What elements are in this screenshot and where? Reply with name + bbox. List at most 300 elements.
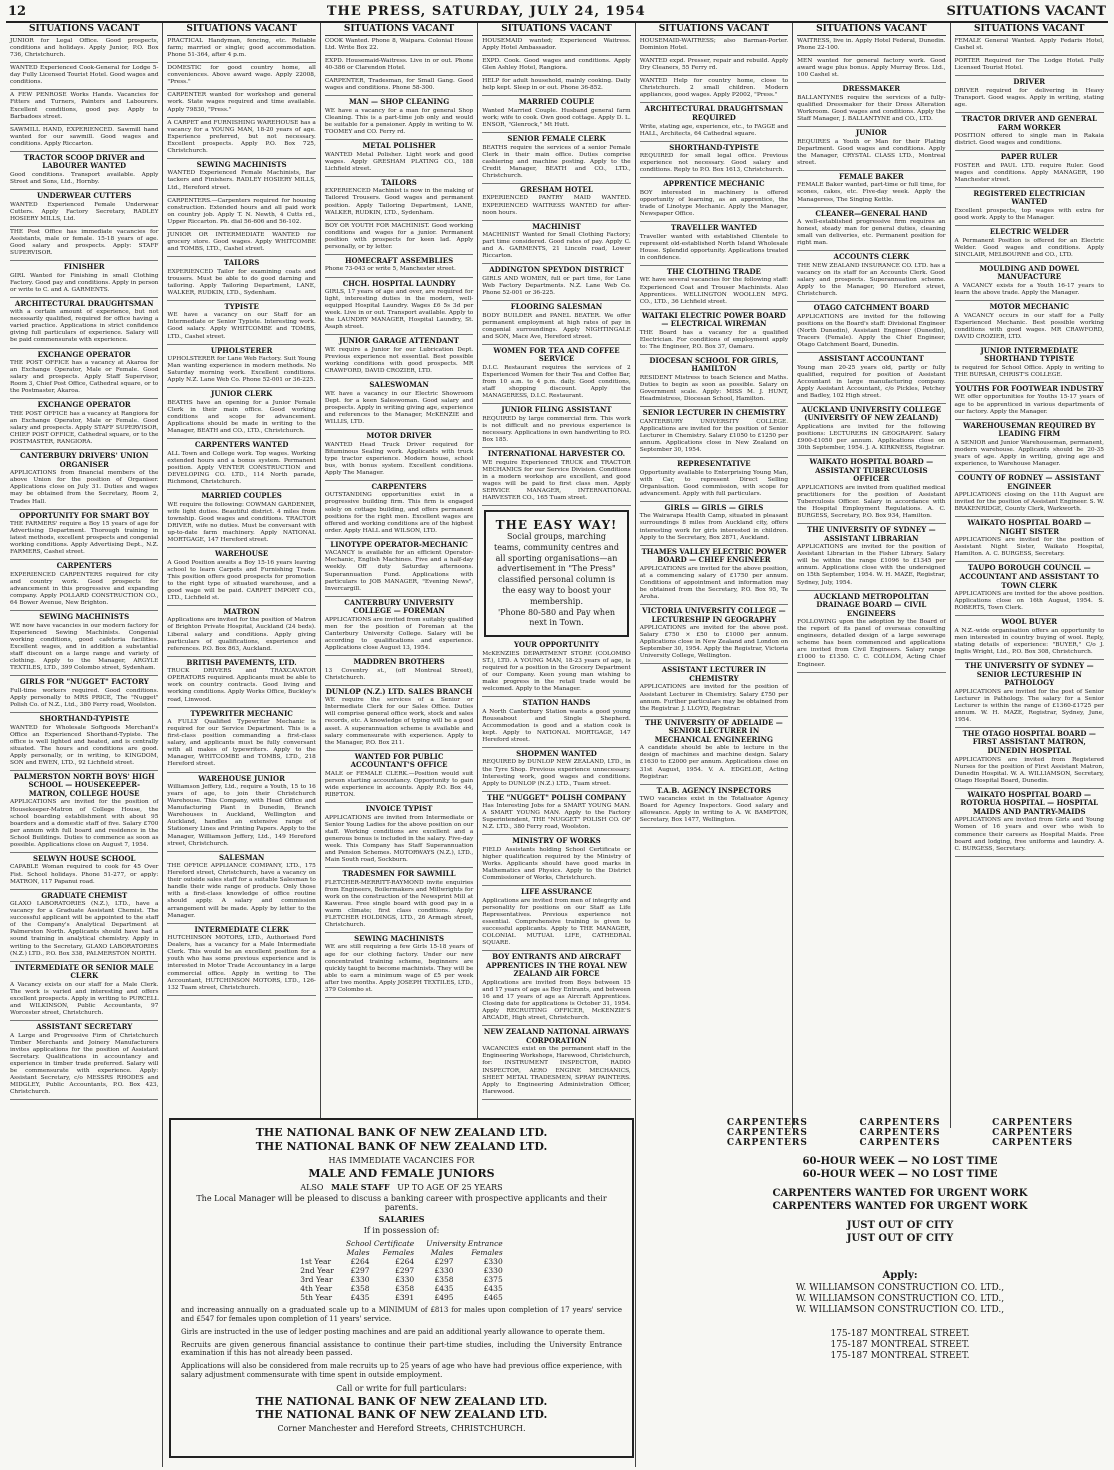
classified-ad bbox=[955, 38, 1104, 52]
ad-text: FIELD Assistants holding School Certificate or higher qualification required by the Ministry of Works. Applicants should have good marks in Mathematics and Physics. Apply to the District Commissioner of Works, Christchurch. bbox=[482, 847, 631, 882]
ad-title: SALESMAN bbox=[218, 852, 265, 862]
classified-ad bbox=[325, 483, 473, 535]
ad-text: WANTED Experienced Cook-General for Lodge 5-day Fully Licensed Tourist Hotel. Good wages and conditions. bbox=[10, 65, 159, 86]
ad-divider bbox=[325, 538, 473, 539]
classified-ad bbox=[10, 562, 158, 607]
ad-divider bbox=[797, 590, 945, 591]
salary-cell: £358 bbox=[434, 1275, 454, 1285]
ad-divider bbox=[955, 344, 1104, 345]
ad-title: MOTOR DRIVER bbox=[366, 431, 432, 441]
ad-title: INTERMEDIATE CLERK bbox=[194, 924, 289, 934]
salary-table bbox=[294, 1239, 508, 1302]
classified-ad bbox=[482, 1028, 630, 1096]
carp-word: CARPENTERS bbox=[859, 1138, 941, 1148]
ad-divider bbox=[482, 403, 630, 404]
ad-title: CANTERBURY UNIVERSITY COLLEGE — FOREMAN bbox=[344, 597, 454, 616]
ad-divider bbox=[955, 55, 1104, 56]
ad-divider bbox=[482, 183, 630, 184]
ad-divider bbox=[640, 604, 788, 605]
ad-text: GIRLS, 17 years of age and over, are required for light, interesting duties in the modern, well-equipped Hospital Laundry. Wages £6 5s 3d per week. Live in or out. Transport available. Apply to the LAUNDRY MANAGER, Hospital Laundry, St. Asaph street. bbox=[324, 289, 474, 331]
ad-title: TAILORS bbox=[223, 258, 260, 268]
ad-text: WE require a Junior for our Lubrication Dept. Previous experience not essential. Best possible working conditions with good prospects. MR CRAWFORD, DAVID CROZIER, LTD. bbox=[324, 346, 474, 375]
ad-text: WE are still requiring a few Girls 15-18 years of age for our clothing factory. Under our new concentrated training scheme, beginners are quickly taught to become machinists. They will be able to earn a minimum wage of £5 per week after two months. Apply JOSEPH TEXTILES, LTD., 379 Colombo st. bbox=[324, 944, 474, 993]
classified-ad bbox=[10, 65, 158, 86]
carp-word: CARPENTERS bbox=[726, 1138, 808, 1148]
ad-title: JUNIOR GARAGE ATTENDANT bbox=[339, 336, 460, 346]
ad-title: HOMECRAFT ASSEMBLIES bbox=[344, 255, 454, 265]
classified-ad bbox=[640, 607, 788, 660]
ad-text: APPLICATIONS are invited for the post of Senior Lecturer in Pathology. The salary for a Senior Lecturer is within the range of £1360-£1725 per annum. W. H. MAZE, Registrar, Sydney, June, 1954. bbox=[954, 688, 1104, 723]
salary-cell: 5th Year bbox=[300, 1293, 333, 1303]
salary-sub-females: Females bbox=[471, 1248, 503, 1258]
salary-cell: £330 bbox=[395, 1275, 415, 1285]
column-heading: SITUATIONS VACANT bbox=[482, 23, 630, 36]
ad-divider bbox=[167, 923, 315, 924]
ad-divider bbox=[325, 655, 473, 656]
ad-title: BOY ENTRANTS AND AIRCRAFT APPRENTICES IN THE ROYAL NEW ZEALAND AIR FORCE bbox=[486, 952, 627, 979]
ad-text: DRIVER required for delivering in Heavy Transport. Good wages. Apply in writing, stating age. bbox=[954, 87, 1104, 108]
ad-divider bbox=[482, 1025, 630, 1026]
classified-ad bbox=[955, 564, 1104, 612]
ad-title: EXCHANGE OPERATOR bbox=[37, 400, 131, 410]
ad-divider bbox=[10, 1099, 158, 1100]
carp-st-2: 175-187 MONTREAL STREET. bbox=[830, 1340, 970, 1350]
classified-ad bbox=[10, 401, 158, 446]
ad-divider bbox=[482, 55, 630, 56]
salary-cell: £297 bbox=[395, 1266, 415, 1276]
classified-ad bbox=[797, 173, 945, 204]
ad-divider bbox=[325, 75, 473, 76]
ad-title: INVOICE TYPIST bbox=[365, 804, 433, 813]
classified-ad bbox=[325, 280, 473, 332]
classified-ad bbox=[482, 223, 630, 261]
ad-title: CARPENTERS WANTED bbox=[194, 440, 289, 450]
ad-text: A FULLY Qualified Typewriter Mechanic is required for our Service Department. This is a first-class position commanding a first-class salary, and applicants must be fully conversant with all makes of typewriters. Apply to the Manager, WHITCOMBE and TOMBS, LTD., 218 Hereford street. bbox=[167, 719, 316, 768]
ad-text: HOUSEMAID-WAITRESS; also Barman-Porter. Dominion Hotel. bbox=[639, 38, 789, 52]
ad-text: THE FARMERS' require a Boy 15 years of age for Advertising Department. Thorough training in latest methods, excellent prospects and congenial working conditions. Apply Advertising Dept., N.Z. FARMERS, Cashel street. bbox=[10, 521, 159, 556]
ad-text: MEN wanted for general factory work. Good award wage plus bonus. Apply Murray Bros. Ltd., 100 Cashel st. bbox=[797, 58, 946, 79]
ad-title: UPHOLSTERER bbox=[210, 345, 273, 355]
classified-ad bbox=[167, 303, 315, 341]
classified-ad bbox=[10, 613, 158, 672]
carp-apply: Apply: bbox=[882, 1270, 918, 1281]
classified-ad bbox=[325, 38, 473, 52]
classified-ad bbox=[482, 450, 630, 502]
ad-divider bbox=[325, 932, 473, 933]
ad-divider bbox=[640, 784, 788, 785]
classified-ad bbox=[955, 115, 1104, 147]
ad-divider bbox=[10, 260, 158, 261]
salary-cell: 1st Year bbox=[300, 1257, 332, 1267]
ad-divider bbox=[325, 429, 473, 430]
classified-ad bbox=[955, 474, 1104, 513]
classified-ad bbox=[482, 953, 630, 1022]
classified-ad bbox=[640, 548, 788, 601]
ad-text: CARPENTERS.—Carpenters required for housing construction. Extended hours and all paid work on country job. Apply T. N. Newth, 4 Cutts rd., Upper Riccarton. Ph. dial 56-606 and 56-102. bbox=[167, 197, 316, 225]
ad-divider bbox=[325, 867, 473, 868]
ad-title: YOUTHS FOR FOOTWEAR INDUSTRY bbox=[955, 383, 1104, 393]
classified-ad bbox=[640, 504, 788, 542]
ad-title: TRACTOR SCOOP DRIVER and LABOURER WANTED bbox=[23, 152, 145, 171]
classified-ad bbox=[167, 775, 315, 848]
ad-text: A Vacancy exists on our staff for a Male Clerk. The work is varied and interesting and offers excellent prospects. Apply in writing to PURCELL and WILKINSON, Public Accountants, 97 Worcester street, Christchurch. bbox=[10, 981, 159, 1016]
classified-ad bbox=[10, 715, 158, 767]
ad-divider bbox=[325, 596, 473, 597]
classified-ad bbox=[167, 492, 315, 544]
column-1 bbox=[6, 23, 163, 1467]
ad-divider bbox=[167, 995, 315, 996]
ad-text: A SENIOR and Junior Warehouseman, permanent, modern warehouse. Applicants should be 20-35 years of age. Apply in writing, giving age and experience, to Warehouse Manager. bbox=[954, 439, 1104, 467]
carp-hours-1: 60-HOUR WEEK — NO LOST TIME bbox=[802, 1156, 998, 1167]
ad-divider bbox=[167, 344, 315, 345]
ad-title: AUCKLAND METROPOLITAN DRAINAGE BOARD — CIVIL ENGINEERS bbox=[813, 591, 929, 618]
ad-title: FLOORING SALESMAN bbox=[510, 302, 603, 312]
column-heading: SITUATIONS VACANT bbox=[955, 23, 1104, 36]
ad-title: FINISHER bbox=[63, 261, 105, 271]
ad-divider bbox=[482, 696, 630, 697]
ad-text: BEATHS have an opening for a Junior Female Clerk in their main office. Good working conditions and scope for advancement. Applications should be made in writing to the Manager, BEATH and CO., LTD., Christchurch. bbox=[167, 399, 316, 435]
ad-divider bbox=[482, 95, 630, 96]
column-heading: SITUATIONS VACANT bbox=[10, 23, 158, 36]
ad-divider bbox=[167, 438, 315, 439]
ad-title: TAILORS bbox=[381, 177, 417, 187]
ad-divider bbox=[640, 406, 788, 407]
classified-ad bbox=[10, 351, 158, 396]
ad-title: VICTORIA UNIVERSITY COLLEGE — LECTURESHIP IN GEOGRAPHY bbox=[642, 606, 786, 624]
ad-title: SENIOR LECTURER IN CHEMISTRY bbox=[642, 408, 786, 418]
page-number: 12 bbox=[8, 4, 27, 19]
ad-text: ALL Town and College work. Top wages. Working extended hours and a bonus system. Permanent position. Apply VENTER CONSTRUCTION and DEVELOPING CO. LTD., 114 North parade, Richmond, Christchurch. bbox=[167, 450, 316, 485]
ad-text: EXPD. Cook. Good wages and conditions. Apply Glen Ashley Hotel, Rangiora. bbox=[482, 58, 631, 72]
ad-title: GIRLS — GIRLS — GIRLS bbox=[664, 502, 764, 512]
ad-divider bbox=[10, 509, 158, 510]
ad-title: NEW ZEALAND NATIONAL AIRWAYS CORPORATION bbox=[483, 1027, 630, 1045]
ad-divider bbox=[955, 471, 1104, 472]
ad-divider bbox=[797, 352, 945, 353]
ad-text: BODY BUILDER and PANEL BEATER. We offer permanent employment at high rates of pay in congenial surroundings. Apply NIGHTINGALE and SON, Mace Ave, Hereford street. bbox=[482, 312, 631, 340]
bank-salaries-label: SALARIES bbox=[378, 1214, 425, 1225]
classified-ad bbox=[482, 78, 630, 92]
ad-divider bbox=[325, 480, 473, 481]
ad-text: McKENZIES DEPARTMENT STORE (COLOMBO ST.), LTD. A YOUNG MAN, 18-23 years of age, is required for a position in the Grocery Department of our Company. Keen young man wishing to make progress in the retail trade would be welcomed. Apply to the Manager. bbox=[482, 650, 631, 693]
ad-text: APPLICATIONS are invited for the above position, at a commencing salary of £1750 per annum. Conditions of appointment and information may be obtained from the Secretary, P.O. Box 95, Te Aroha. bbox=[639, 565, 789, 600]
classified-ad bbox=[482, 38, 630, 52]
classified-ad bbox=[640, 460, 788, 498]
ad-divider bbox=[640, 177, 788, 178]
ad-divider bbox=[10, 1020, 158, 1021]
ad-title: INTERNATIONAL HARVESTER CO. bbox=[487, 449, 626, 459]
carpenters-advert bbox=[701, 1112, 1099, 1452]
ad-title: METAL POLISHER bbox=[362, 141, 436, 151]
ad-text: A Large and Progressive Firm of Christchurch Timber Merchants and Joinery Manufacturers invites applications for the position of Assistant Secretary. Qualifications in accountancy and experience in timber trade preferred. Salary will be commensurate with experience. Apply: Assistant Secretary, c/o MESSRS RHODES and MIDGLEY, Public Accountants, P.O. Box 423, Christchurch. bbox=[10, 1032, 159, 1096]
classified-ad bbox=[10, 1023, 158, 1096]
carp-word: CARPENTERS bbox=[726, 1118, 808, 1128]
ad-title: TYPISTE bbox=[224, 301, 259, 311]
ad-divider bbox=[482, 834, 630, 835]
ad-title: FEMALE BAKER bbox=[838, 171, 904, 181]
ad-text: REQUIRED by DUNLOP NEW ZEALAND, LTD., in the Tyre Shop. Previous experience unnecessary. Interesting work, good wages and conditions. Apply to DUNLOP (N.Z.) LTD., Tuam street. bbox=[482, 759, 631, 787]
classified-ad bbox=[325, 870, 473, 929]
ad-divider bbox=[482, 75, 630, 76]
column-heading: SITUATIONS VACANT bbox=[167, 23, 315, 36]
ad-divider bbox=[482, 447, 630, 448]
salary-cell: 2nd Year bbox=[300, 1266, 334, 1276]
carp-word: CARPENTERS bbox=[992, 1118, 1074, 1128]
ad-divider bbox=[10, 610, 158, 611]
classified-ad bbox=[955, 662, 1104, 724]
ad-title: TYPEWRITER MECHANIC bbox=[190, 708, 293, 718]
salary-cell: £297 bbox=[434, 1257, 454, 1267]
ad-title: CARPENTERS bbox=[371, 481, 427, 491]
ad-divider bbox=[955, 382, 1104, 383]
ad-divider bbox=[167, 387, 315, 388]
bank-title-2: THE NATIONAL BANK OF NEW ZEALAND LTD. bbox=[255, 1139, 548, 1153]
ad-title: STATION HANDS bbox=[522, 698, 591, 708]
ad-text: FEMALE General Wanted. Apply Fedaris Hotel, Cashel st. bbox=[954, 38, 1104, 52]
classified-ad bbox=[640, 58, 788, 72]
ad-text: WE require the services of a Senior or Intermediate Clerk for our Sales Office. Duties will comprise general office work, stock and sales records, etc. A knowledge of typing will be a good asset. A superannuation scheme is available and salary commensurate with experience. Apply to the Manager, P.O. Box 211. bbox=[324, 697, 474, 746]
ad-text: Write, stating age, experience, etc., to FAGGE and HALL, Architects, 64 Cathedral square. bbox=[639, 123, 789, 137]
ad-title: REGISTERED ELECTRICIAN WANTED bbox=[973, 188, 1086, 207]
ad-title: CLEANER—GENERAL HAND bbox=[815, 208, 928, 218]
ad-divider bbox=[167, 195, 315, 196]
bank-foot-2: THE NATIONAL BANK OF NEW ZEALAND LTD. bbox=[255, 1408, 548, 1422]
ad-text: APPLICATIONS are invited for the position of Assistant Lecturer in Chemistry. Salary £750 per annum. Further particulars may be obtained from the Registrar. J. LLOYD, Registrar. bbox=[639, 684, 789, 712]
paper-title: THE PRESS, SATURDAY, JULY 24, 1954 bbox=[326, 4, 646, 19]
ad-divider bbox=[955, 788, 1104, 789]
bank-call: Call or write for full particulars: bbox=[336, 1383, 467, 1393]
ad-divider bbox=[640, 827, 788, 828]
ad-title: LIFE ASSURANCE bbox=[520, 887, 592, 897]
ad-divider bbox=[797, 301, 945, 302]
ad-text: EXPERIENCED CARPENTERS required for city and country work. Good prospects for advancement in this progressive and expanding company. Apply POLLARD CONSTRUCTION CO., 64 Bower Avenue, New Brighton. bbox=[10, 571, 159, 607]
ad-text: Opportunity available to Enterprising Young Man, with Car, to represent Direct Selling Organisation. Good commission, with scope for advancement. Apply with full particulars. bbox=[639, 469, 789, 497]
ad-divider bbox=[797, 403, 945, 404]
salary-sub-males: Males bbox=[430, 1248, 454, 1258]
ad-text: CANTERBURY UNIVERSITY COLLEGE. Applications are invited for the position of Senior Lecturer in Chemistry. Salary £1050 to £1250 per annum. Applications close in New Zealand on September 30, 1954. bbox=[639, 418, 789, 454]
classified-ad bbox=[325, 658, 473, 682]
ad-title: INTERMEDIATE OR SENIOR MALE CLERK bbox=[14, 962, 154, 981]
salary-row bbox=[294, 1275, 508, 1284]
ad-title: CANTERBURY DRIVERS' UNION ORGANISER bbox=[19, 451, 149, 469]
ad-title: JUNIOR INTERMEDIATE SHORTHAND TYPISTE bbox=[980, 345, 1078, 364]
ad-divider bbox=[640, 663, 788, 664]
ad-divider bbox=[955, 727, 1104, 728]
ad-divider bbox=[640, 501, 788, 502]
ad-divider bbox=[10, 62, 158, 63]
salary-cell: 4th Year bbox=[300, 1284, 333, 1294]
ad-divider bbox=[482, 791, 630, 792]
classified-ad bbox=[482, 699, 630, 744]
classified-ad bbox=[325, 142, 473, 173]
ad-text: A FEW PENROSE Works Hands. Vacancies for Fitters and Turners, Painters and Labourers. Excellent conditions, good pay. Apply to Barbadoes street. bbox=[10, 92, 159, 120]
ad-title: WOMEN FOR TEA AND COFFEE SERVICE bbox=[493, 345, 620, 364]
classified-ad bbox=[797, 129, 945, 167]
classified-ad bbox=[10, 192, 158, 223]
ad-text: A well-established progressive firm requires an honest, steady man for general duties, cleaning small van deliveries, etc. Permanent position for right man. bbox=[797, 219, 946, 247]
ad-title: AUCKLAND UNIVERSITY COLLEGE (UNIVERSITY OF NEW ZEALAND) bbox=[801, 404, 942, 423]
ad-text: COOK Wanted. Phone 8, Waipara. Colonial House Ltd. Write Box 22. bbox=[324, 38, 474, 52]
ad-divider bbox=[10, 889, 158, 890]
classified-ad bbox=[10, 300, 158, 345]
classified-ad bbox=[167, 198, 315, 226]
ad-text: Traveller wanted with established Clientele to represent old-established North Island Wholesale House. Splendid opportunity. Applications treated in confidence. bbox=[639, 233, 789, 261]
ad-divider bbox=[640, 221, 788, 222]
ad-text: POSITION offered to single man in Rakaia district. Good wages and conditions. bbox=[954, 133, 1104, 147]
ad-text: APPLICATIONS are invited for the position of Assistant Librarian in the Fisher Library. Salary will be within the range £1096 to £1345 per annum. Applications close with the undersigned on 15th September, 1954. W. H. MAZE, Registrar, Sydney, July, 1954. bbox=[797, 544, 946, 586]
classified-ad bbox=[167, 259, 315, 297]
bank-address: Corner Manchester and Hereford Streets, CHRISTCHURCH. bbox=[277, 1424, 526, 1433]
salary-cell: £264 bbox=[395, 1257, 415, 1267]
ad-text: Young man 20-25 years old, partly or fully qualified, required for position of Assistant Accountant in large manufacturing company. Apply Assistant Accountant, c/o Pickles, Petchey and Badley, 102 High street. bbox=[797, 364, 946, 399]
ad-title: TAUPO BOROUGH COUNCIL — ACCOUNTANT AND ASSISTANT TO TOWN CLERK bbox=[959, 563, 1099, 590]
ad-text: FOLLOWING upon the adoption by the Board of the report of its panel of overseas consulting engineers, detailed design of a large sewerage scheme has been commenced and applications are invited from Civil Engineers. Salary range £1000 to £1350. C. C. COLLOM, Acting Chief Engineer. bbox=[797, 619, 946, 668]
ad-title: ARCHITECTURAL DRAUGHTSMAN REQUIRED bbox=[644, 104, 784, 122]
salary-cell: £330 bbox=[483, 1257, 503, 1267]
classified-ad bbox=[482, 186, 630, 217]
classified-ad bbox=[10, 263, 158, 294]
ad-title: ARCHITECTURAL DRAUGHTSMAN bbox=[14, 298, 154, 308]
ad-text: WANTED Help for country home, close to Christchurch. 2 small children. Modern appliances, good wages. Apply P2002, "Press." bbox=[639, 78, 789, 99]
ad-divider bbox=[167, 158, 315, 159]
salary-row bbox=[294, 1266, 508, 1275]
ad-title: ASSISTANT LECTURER IN CHEMISTRY bbox=[661, 665, 767, 683]
ad-text: APPLICATIONS are invited for the above post. Salary £750 × £50 to £1000 per annum. Applications close in New Zealand and London on September 30, 1954. Apply the Registrar, Victoria University College, Wellington. bbox=[639, 625, 789, 660]
classified-ad bbox=[325, 337, 473, 375]
ad-divider bbox=[640, 354, 788, 355]
classified-ad bbox=[325, 753, 473, 799]
ad-title: UNDERWEAR CUTTERS bbox=[36, 191, 132, 200]
carp-word: CARPENTERS bbox=[992, 1138, 1074, 1148]
ad-title: MACHINIST bbox=[532, 221, 581, 231]
classified-ad bbox=[167, 390, 315, 435]
ad-text: JUNIOR for Legal Office. Good prospects, conditions and holidays. Apply Junior, P.O. Box 736, Christchurch. bbox=[10, 38, 159, 59]
ad-text: APPLICATIONS are invited from Girls and Young Women of 16 years and over who wish to commence their careers as Hospital Maids. Free board and lodging, free uniforms and laundry. A. C. BURGESS, Secretary. bbox=[954, 817, 1104, 852]
classified-ad bbox=[955, 78, 1104, 109]
salary-cell: £330 bbox=[483, 1266, 503, 1276]
ad-text: APPLICATIONS are invited for the position of Housekeeper-Matron of College House, the school boarding establishment with about 95 boarders and a domestic staff of five. Salary £700 per annum with full board and residence in the School Buildings. Duties to commence as soon as possible. Applications close on August 7, 1954. bbox=[10, 799, 159, 848]
classified-ad bbox=[640, 409, 788, 454]
ad-title: OPPORTUNITY FOR SMART BOY bbox=[19, 510, 150, 520]
ad-text: Applications are invited for the following positions: LECTURERS IN GEOGRAPHY. Salary £900-£1050 per annum. Applications close on 30th September, 1954. J. A. KIRKNESS, Registrar. bbox=[797, 423, 946, 452]
classified-ad bbox=[640, 357, 788, 403]
ad-divider bbox=[640, 75, 788, 76]
ad-divider bbox=[955, 150, 1104, 151]
ad-divider bbox=[797, 126, 945, 127]
ad-text: Good conditions. Transport available. Apply Street and Sons, Ltd., Hornby. bbox=[10, 171, 159, 185]
classified-ad bbox=[167, 854, 315, 920]
classified-ad bbox=[167, 710, 315, 769]
classified-ad bbox=[482, 888, 630, 947]
ad-divider bbox=[955, 659, 1104, 660]
ad-text: JUNIOR OR INTERMEDIATE WANTED for grocery store. Good wages. Apply WHITCOMBE and TOMBS, LTD., Cashel street. bbox=[167, 231, 316, 252]
ad-divider bbox=[10, 559, 158, 560]
ad-text: CARPENTER wanted for workshop and general work. State wages required and time available. Apply 79830, "Press." bbox=[167, 92, 316, 113]
ad-divider bbox=[640, 141, 788, 142]
ad-text: A North Canterbury Station wants a good young Rouseabout and Single Shepherd. Accommodation is good and a station cook is kept. Apply to NATIONAL MORTGAGE, 147 Hereford street. bbox=[482, 708, 631, 743]
ad-divider bbox=[10, 297, 158, 298]
bank-intro: The Local Manager will be pleased to discuss a banking career with prospective applicants and their parents. bbox=[196, 1194, 607, 1213]
ad-text: Excellent prospects, top wages with extra for good work. Apply to the Manager. bbox=[954, 207, 1104, 221]
ad-text: APPLICATIONS are invited from suitably qualified men for the position of Foreman at the Canterbury University College. Salary will be according to qualifications and experience. Applications close August 13, 1954. bbox=[324, 616, 474, 651]
ad-divider bbox=[955, 187, 1104, 188]
ad-divider bbox=[10, 675, 158, 676]
classified-ad bbox=[955, 422, 1104, 468]
classified-ad bbox=[640, 787, 788, 825]
ad-text: PORTER Required for The Lodge Hotel. Fully Licensed Tourist Hotel. bbox=[954, 58, 1104, 72]
ad-text: A CARPET and FURNISHING WAREHOUSE has a vacancy for a YOUNG MAN, 18-20 years of age. Experience preferred, but not necessary. Excellent prospects. Apply P.O. Box 725, Christchurch. bbox=[167, 119, 316, 154]
ad-divider bbox=[325, 254, 473, 255]
ad-title: MOULDING AND DOWEL MANUFACTURE bbox=[979, 263, 1080, 282]
ad-divider bbox=[167, 256, 315, 257]
classified-ad bbox=[325, 58, 473, 72]
ad-text: EXPERIENCED Tailor for examining coats and trousers. Must be able to do good darning and tailoring. Apply Tailoring Department, LANE, WALKER, RUDKIN, LTD., Sydenham. bbox=[167, 268, 316, 296]
ad-text: Wanted Married Couple. Husband general farm work; wife to cook. Own good cottage. Apply D. L. ENSOR, "Glenrock," Mt Hutt. bbox=[482, 107, 631, 129]
ad-divider bbox=[482, 505, 630, 506]
ad-title: PALMERSTON NORTH BOYS' HIGH SCHOOL — HOUSEKEEPER-MATRON, COLLEGE HOUSE bbox=[13, 771, 155, 798]
ad-title: GRESHAM HOTEL bbox=[520, 184, 593, 194]
bank-possession: If in possession of: bbox=[363, 1226, 440, 1236]
ad-title: APPRENTICE MECHANIC bbox=[663, 179, 765, 189]
classified-ad bbox=[167, 38, 315, 59]
bank-line-2b: UP TO AGE OF 25 YEARS bbox=[397, 1183, 503, 1193]
ad-text: BEATHS require the services of a senior Female Clerk in their main office. Duties comprise cashiering and machine posting. Apply to the Credit Manager, BEATH and CO., LTD., Christchurch. bbox=[482, 144, 631, 179]
ad-divider bbox=[640, 102, 788, 103]
ad-divider bbox=[482, 1099, 630, 1100]
ad-text: A candidate should be able to lecture in the design of machines and machine design. Salary £1630 to £2000 per annum. Applications close on 31st August, 1954. V. A. EDGELOE, Acting Registrar. bbox=[639, 745, 789, 780]
ad-text: A N.Z.-wide organisation offers an opportunity to men interested in country buying of wool. Reply, stating details of experience: "BUYER," C/o J. Inglis Wright, Ltd., P.O. Box 308, Christchurch. bbox=[954, 627, 1104, 655]
ad-divider bbox=[797, 672, 945, 673]
ad-title: WAREHOUSEMAN REQUIRED BY LEADING FIRM bbox=[963, 420, 1096, 439]
ad-divider bbox=[482, 344, 630, 345]
bank-foot-1: THE NATIONAL BANK OF NEW ZEALAND LTD. bbox=[255, 1394, 548, 1408]
ad-title: DRIVER bbox=[1013, 77, 1046, 87]
ad-divider bbox=[325, 176, 473, 177]
ad-text: WE offer opportunities for Youths 15-17 years of age to be apprenticed in various departments of our factory. Apply the Manager. bbox=[954, 394, 1104, 415]
classified-ad bbox=[797, 406, 945, 452]
classified-ad bbox=[167, 232, 315, 253]
column-3 bbox=[321, 23, 478, 1133]
classified-ad bbox=[797, 58, 945, 79]
ad-divider bbox=[10, 124, 158, 125]
ad-text: UPHOLSTERER for Lane Web Factory. Suit Young Man wanting experience in modern methods. No Saturday morning work. Excellent conditions. Apply N.Z. Lane Web Co. Phone 52-001 or 36-225. bbox=[167, 356, 316, 384]
carp-co-3: W. WILLIAMSON CONSTRUCTION CO. LTD., bbox=[795, 1305, 1005, 1315]
classified-ad bbox=[482, 135, 630, 180]
ad-text: WANTED Experienced Female Machinists, Bar tackers and Finishers. RADLEY HOSIERY MILLS, Ltd., Hereford street. bbox=[167, 170, 316, 191]
ad-divider bbox=[167, 851, 315, 852]
ad-text: APPLICATIONS are invited from Registered Nurses for the position of First Assistant Matron, Dunedin Hospital. W. A. WILLIAMSON, Secretary, Otago Hospital Board, Dunedin. bbox=[954, 756, 1104, 784]
classified-ad bbox=[797, 593, 945, 669]
classified-ad bbox=[797, 526, 945, 586]
ad-divider bbox=[640, 457, 788, 458]
salary-cell: £435 bbox=[483, 1284, 503, 1294]
salary-cell: £358 bbox=[395, 1284, 415, 1294]
ad-divider bbox=[797, 55, 945, 56]
classified-ad bbox=[955, 228, 1104, 259]
ad-divider bbox=[640, 55, 788, 56]
ad-title: SEWING MACHINISTS bbox=[354, 933, 445, 943]
classified-ad bbox=[797, 38, 945, 52]
ad-divider bbox=[325, 334, 473, 335]
salary-cell: £391 bbox=[395, 1293, 415, 1303]
classified-ad bbox=[797, 85, 945, 123]
salary-cell: £435 bbox=[434, 1284, 454, 1294]
carp-out-2: JUST OUT OF CITY bbox=[846, 1233, 954, 1244]
ad-title: CHCH. HOSPITAL LAUNDRY bbox=[342, 278, 456, 288]
classified-ad bbox=[325, 381, 473, 426]
ad-divider bbox=[482, 300, 630, 301]
classified-ad bbox=[955, 153, 1104, 184]
